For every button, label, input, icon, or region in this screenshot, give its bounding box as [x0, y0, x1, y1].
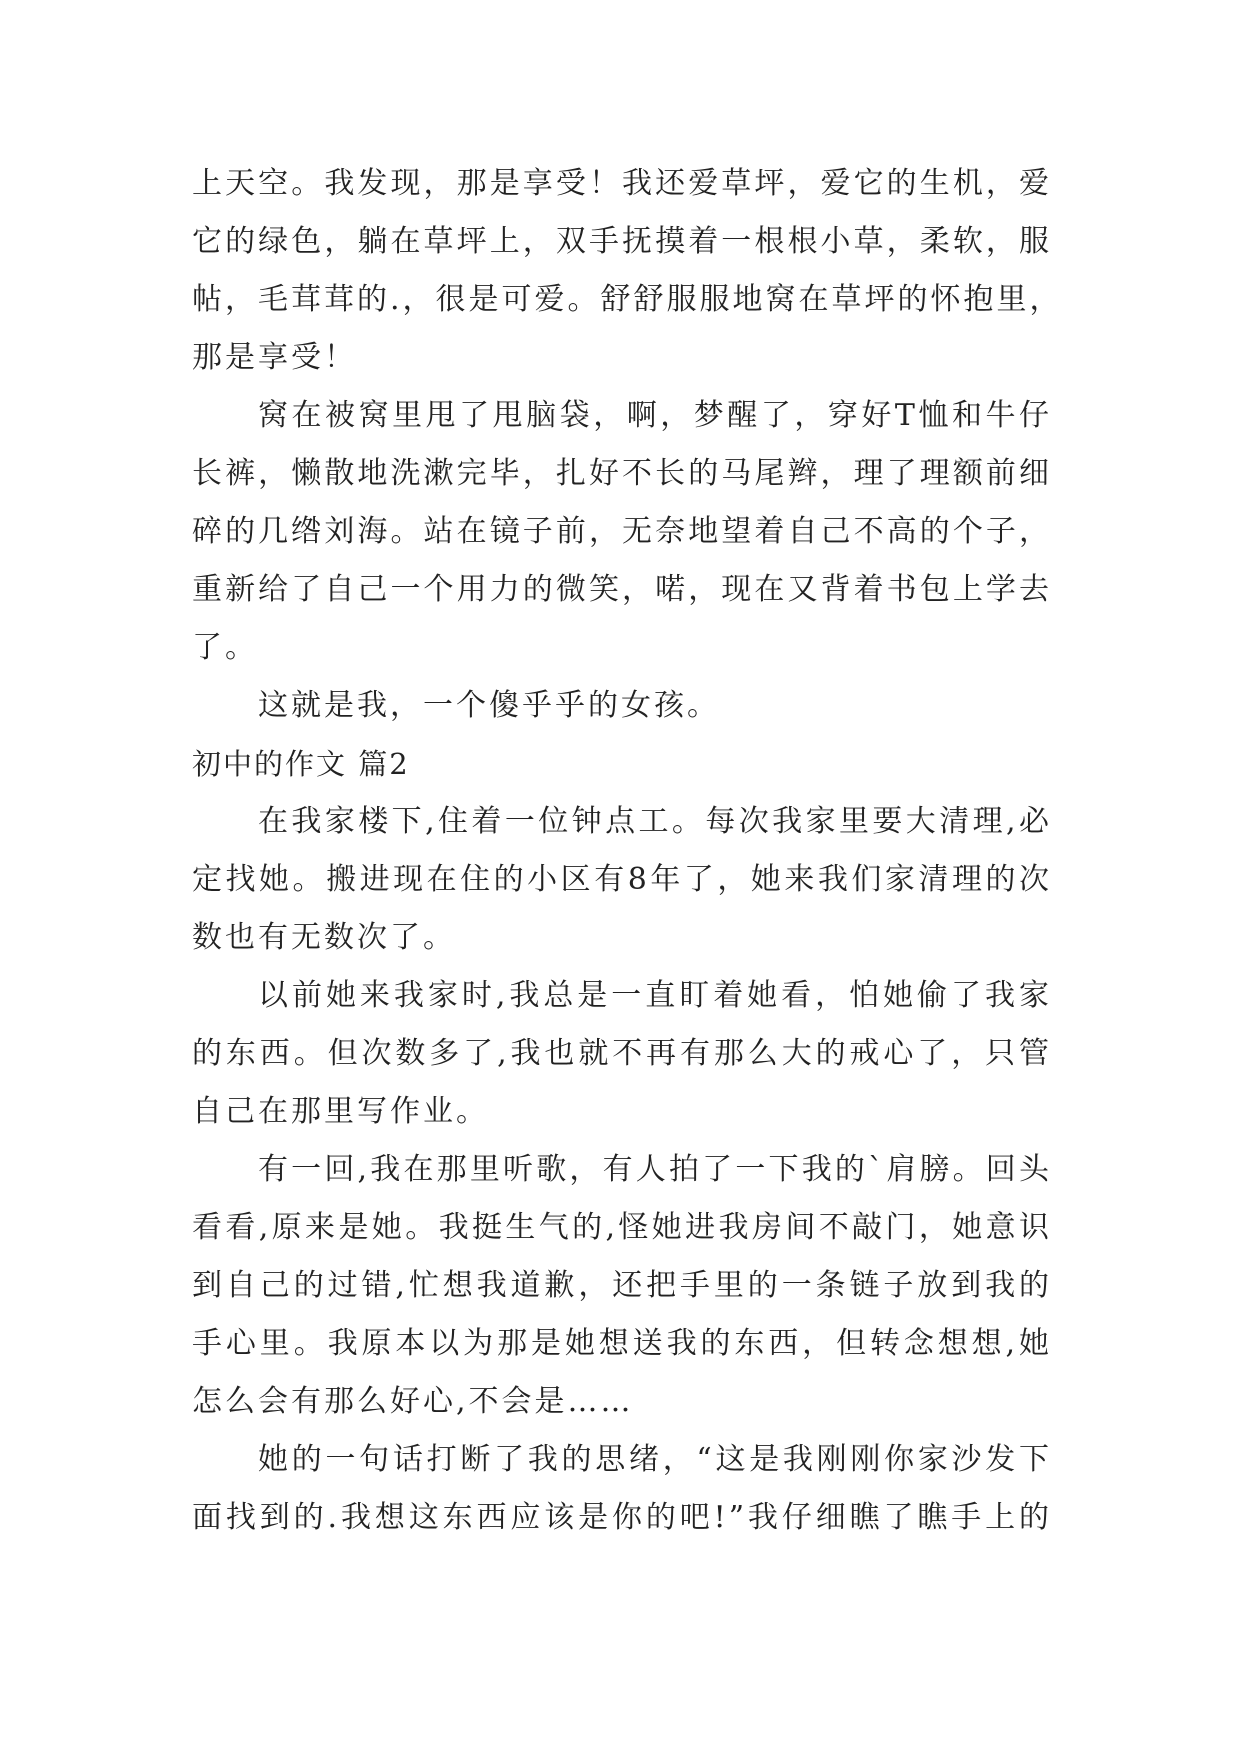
text-line: 帖，毛茸茸的.，很是可爱。舒舒服服地窝在草坪的怀抱里，: [192, 282, 1063, 317]
text-line: 看看,原来是她。我挺生气的,怪她进我房间不敲门，她意识: [192, 1210, 1052, 1245]
document-body: [192, 155, 1063, 1547]
paragraph-first-line: 在我家楼下,住着一位钟点工。每次我家里要大清理,必: [258, 804, 1052, 839]
text-line: 面找到的.我想这东西应该是你的吧!”我仔细瞧了瞧手上的: [192, 1500, 1052, 1535]
text-line: 上天空。我发现，那是享受！我还爱草坪，爱它的生机，爱: [192, 166, 1052, 201]
paragraph-first-line: 窝在被窝里甩了甩脑袋，啊，梦醒了，穿好T恤和牛仔: [258, 398, 1052, 433]
text-line: 了。: [192, 630, 258, 665]
text-line: 定找她。搬进现在住的小区有8年了，她来我们家清理的次: [192, 862, 1052, 897]
paragraph-first-line: 她的一句话打断了我的思绪，“这是我刚刚你家沙发下: [258, 1442, 1052, 1477]
text-line: 那是享受！: [192, 340, 357, 375]
section-heading: 初中的作文 篇2: [192, 747, 410, 781]
text-line: 怎么会有那么好心,不会是……: [192, 1384, 634, 1419]
paragraph-first-line: 这就是我，一个傻乎乎的女孩。: [258, 688, 720, 723]
text-line: 碎的几绺刘海。站在镜子前，无奈地望着自己不高的个子，: [192, 514, 1052, 549]
text-line: 的东西。但次数多了,我也就不再有那么大的戒心了，只管: [192, 1036, 1052, 1071]
text-line: 数也有无数次了。: [192, 920, 456, 955]
text-line: 手心里。我原本以为那是她想送我的东西，但转念想想,她: [192, 1326, 1052, 1361]
text-line: 自己在那里写作业。: [192, 1094, 489, 1129]
text-line: 它的绿色，躺在草坪上，双手抚摸着一根根小草，柔软，服: [192, 224, 1052, 259]
text-line: 到自己的过错,忙想我道歉，还把手里的一条链子放到我的: [192, 1268, 1052, 1303]
text-line: 重新给了自己一个用力的微笑，喏，现在又背着书包上学去: [192, 572, 1052, 607]
text-line: 长裤，懒散地洗漱完毕，扎好不长的马尾辫，理了理额前细: [192, 456, 1052, 491]
paragraph-first-line: 有一回,我在那里听歌，有人拍了一下我的`肩膀。回头: [258, 1152, 1052, 1187]
paragraph-first-line: 以前她来我家时,我总是一直盯着她看，怕她偷了我家: [258, 978, 1052, 1013]
